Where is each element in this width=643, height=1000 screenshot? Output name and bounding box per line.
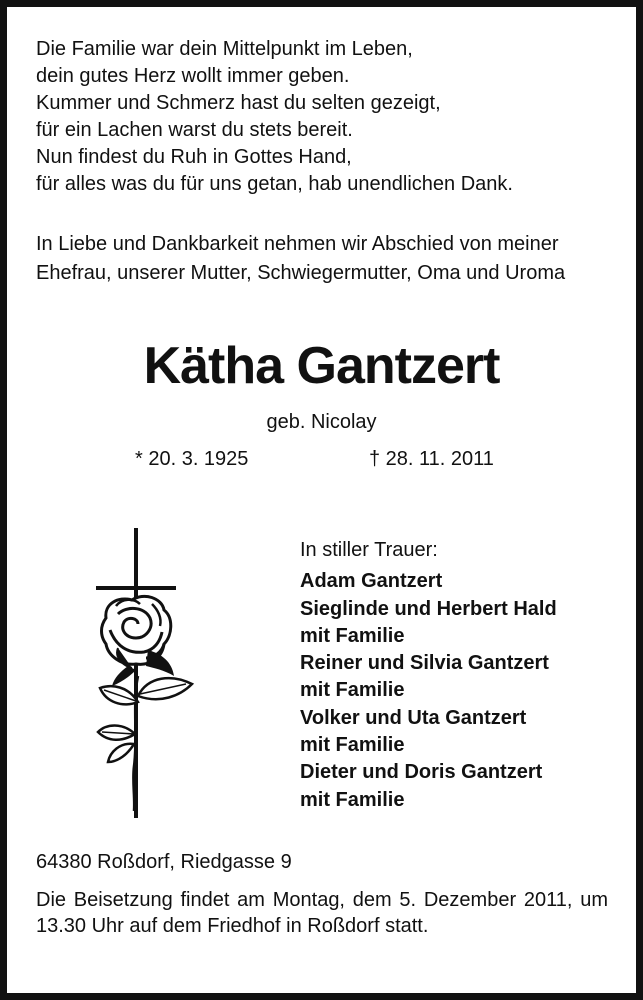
mourner-name: mit Familie [300, 734, 405, 757]
mourner-name: Dieter und Doris Gantzert [300, 761, 543, 784]
mourner-name: mit Familie [300, 788, 405, 811]
mourner-name: Sieglinde und Herbert Hald [300, 597, 557, 620]
mourners-heading: In stiller Trauer: [300, 539, 438, 561]
poem-line: Die Familie war dein Mittelpunkt im Leben, [36, 38, 413, 60]
birth-date: * 20. 3. 1925 [135, 448, 249, 470]
poem-line: dein gutes Herz wollt immer geben. [36, 65, 350, 87]
mourner-name: Adam Gantzert [300, 570, 443, 593]
memorial-poem [36, 36, 608, 198]
farewell-intro: In Liebe und Dankbarkeit nehmen wir Abschied von meiner Ehefrau, unserer Mutter, Schwiegermutter, Oma und Uroma [36, 233, 566, 284]
maiden-name: geb. Nicolay [266, 411, 377, 433]
poem-line: Nun findest du Ruh in Gottes Hand, [36, 146, 352, 168]
deceased-name: Kätha Gantzert [143, 337, 500, 395]
poem-line: für alles was du für uns getan, hab unendlichen Dank. [36, 173, 513, 195]
mourner-name: mit Familie [300, 679, 405, 702]
death-date: † 28. 11. 2011 [369, 448, 494, 470]
mourner-name: Volker und Uta Gantzert [300, 706, 527, 729]
cross-and-rose-icon [88, 526, 198, 826]
mourner-name: mit Familie [300, 624, 405, 647]
poem-line: Kummer und Schmerz hast du selten gezeigt, [36, 92, 441, 114]
funeral-notice: Die Beisetzung findet am Montag, dem 5. Dezember 2011, um 13.30 Uhr auf dem Friedhof in Roßdorf statt. [36, 889, 608, 937]
family-address: 64380 Roßdorf, Riedgasse 9 [36, 851, 292, 873]
poem-line: für ein Lachen warst du stets bereit. [36, 119, 353, 141]
mourner-name: Reiner und Silvia Gantzert [300, 652, 549, 675]
mourners-list [300, 537, 620, 814]
